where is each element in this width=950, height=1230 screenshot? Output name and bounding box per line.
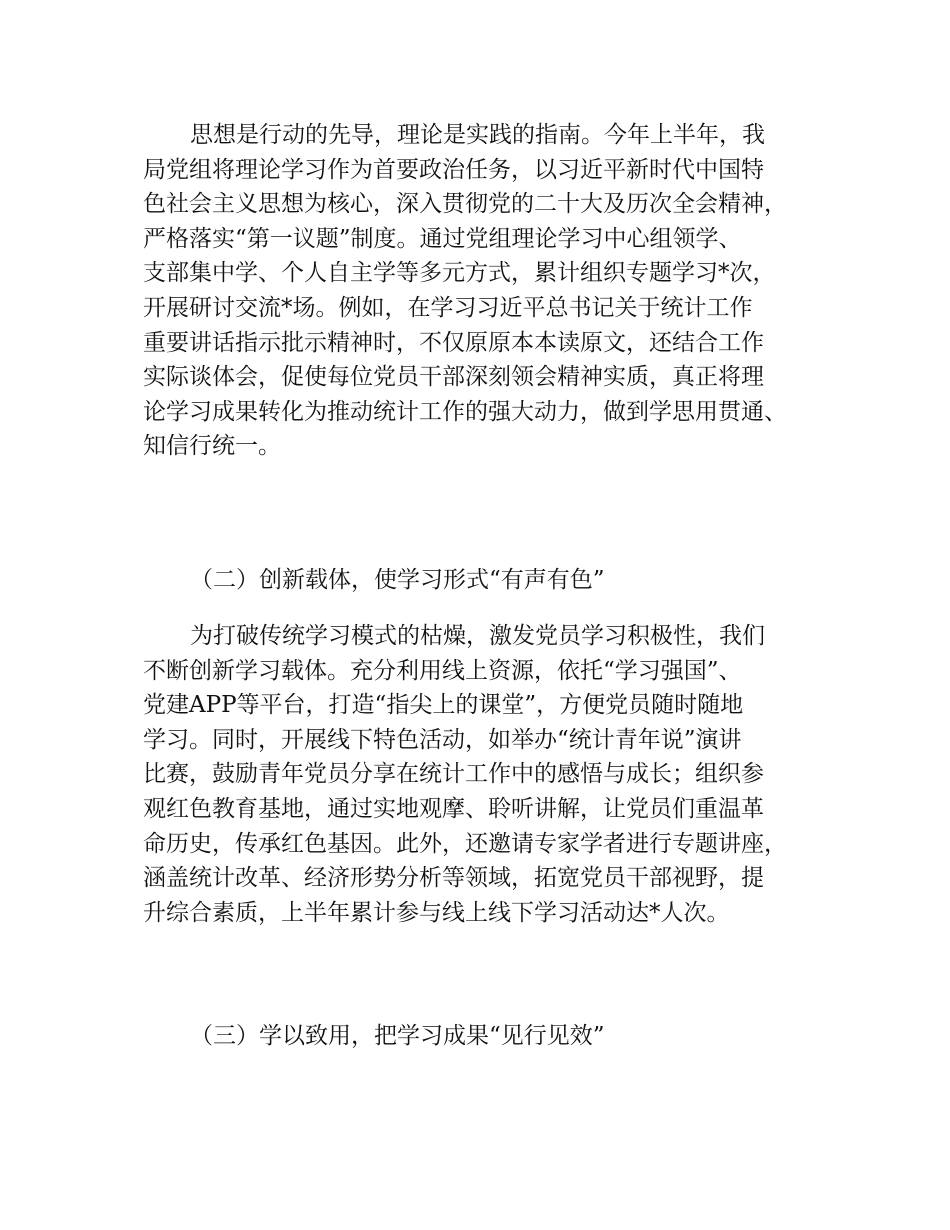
paragraph-line: 为打破传统学习模式的枯燥，激发党员学习积极性，我们 bbox=[190, 623, 765, 649]
paragraph-line: 色社会主义思想为核心，深入贯彻党的二十大及历次全会精神， bbox=[143, 191, 787, 218]
paragraph-theory-study bbox=[143, 118, 833, 464]
paragraph-line: 实际谈体会，促使每位党员干部深刻领会精神实质，真正将理 bbox=[143, 364, 764, 391]
paragraph-line: 思想是行动的先导，理论是实践的指南。今年上半年，我 bbox=[190, 122, 765, 148]
paragraph-line: 比赛，鼓励青年党员分享在统计工作中的感悟与成长；组织参 bbox=[143, 761, 764, 788]
paragraph-line: 党建APP等平台，打造“指尖上的课堂”，方便党员随时随地 bbox=[143, 692, 744, 719]
paragraph-line: 涵盖统计改革、经济形势分析等领域，拓宽党员干部视野，提 bbox=[143, 865, 764, 892]
paragraph-line: 开展研讨交流*场。例如，在学习习近平总书记关于统计工作 bbox=[143, 294, 753, 321]
paragraph-line: 学习。同时，开展线下特色活动，如举办“统计青年说”演讲 bbox=[143, 726, 742, 753]
paragraph-line: 论学习成果转化为推动统计工作的强大动力，做到学思用贯通、 bbox=[143, 398, 787, 425]
section-heading-two bbox=[143, 563, 833, 598]
paragraph-line: 重要讲话指示批示精神时，不仅原原本本读原文，还结合工作 bbox=[143, 329, 764, 356]
paragraph-line: 升综合素质，上半年累计参与线上线下学习活动达*人次。 bbox=[143, 899, 730, 926]
section-heading-three bbox=[143, 1019, 833, 1054]
paragraph-line: 不断创新学习载体。充分利用线上资源，依托“学习强国”、 bbox=[143, 657, 742, 684]
paragraph-line: 局党组将理论学习作为首要政治任务，以习近平新时代中国特 bbox=[143, 156, 764, 183]
paragraph-line: 支部集中学、个人自主学等多元方式，累计组织专题学习*次， bbox=[143, 260, 776, 287]
section-heading: （二）创新载体，使学习形式“有声有色” bbox=[190, 567, 605, 593]
paragraph-line: 严格落实“第一议题”制度。通过党组理论学习中心组领学、 bbox=[143, 225, 742, 252]
section-heading: （三）学以致用，把学习成果“见行见效” bbox=[190, 1023, 605, 1049]
paragraph-line: 观红色教育基地，通过实地观摩、聆听讲解，让党员们重温革 bbox=[143, 795, 764, 822]
paragraph-innovation bbox=[143, 619, 833, 930]
paragraph-line: 命历史，传承红色基因。此外，还邀请专家学者进行专题讲座， bbox=[143, 830, 787, 857]
paragraph-line: 知信行统一。 bbox=[143, 433, 281, 460]
